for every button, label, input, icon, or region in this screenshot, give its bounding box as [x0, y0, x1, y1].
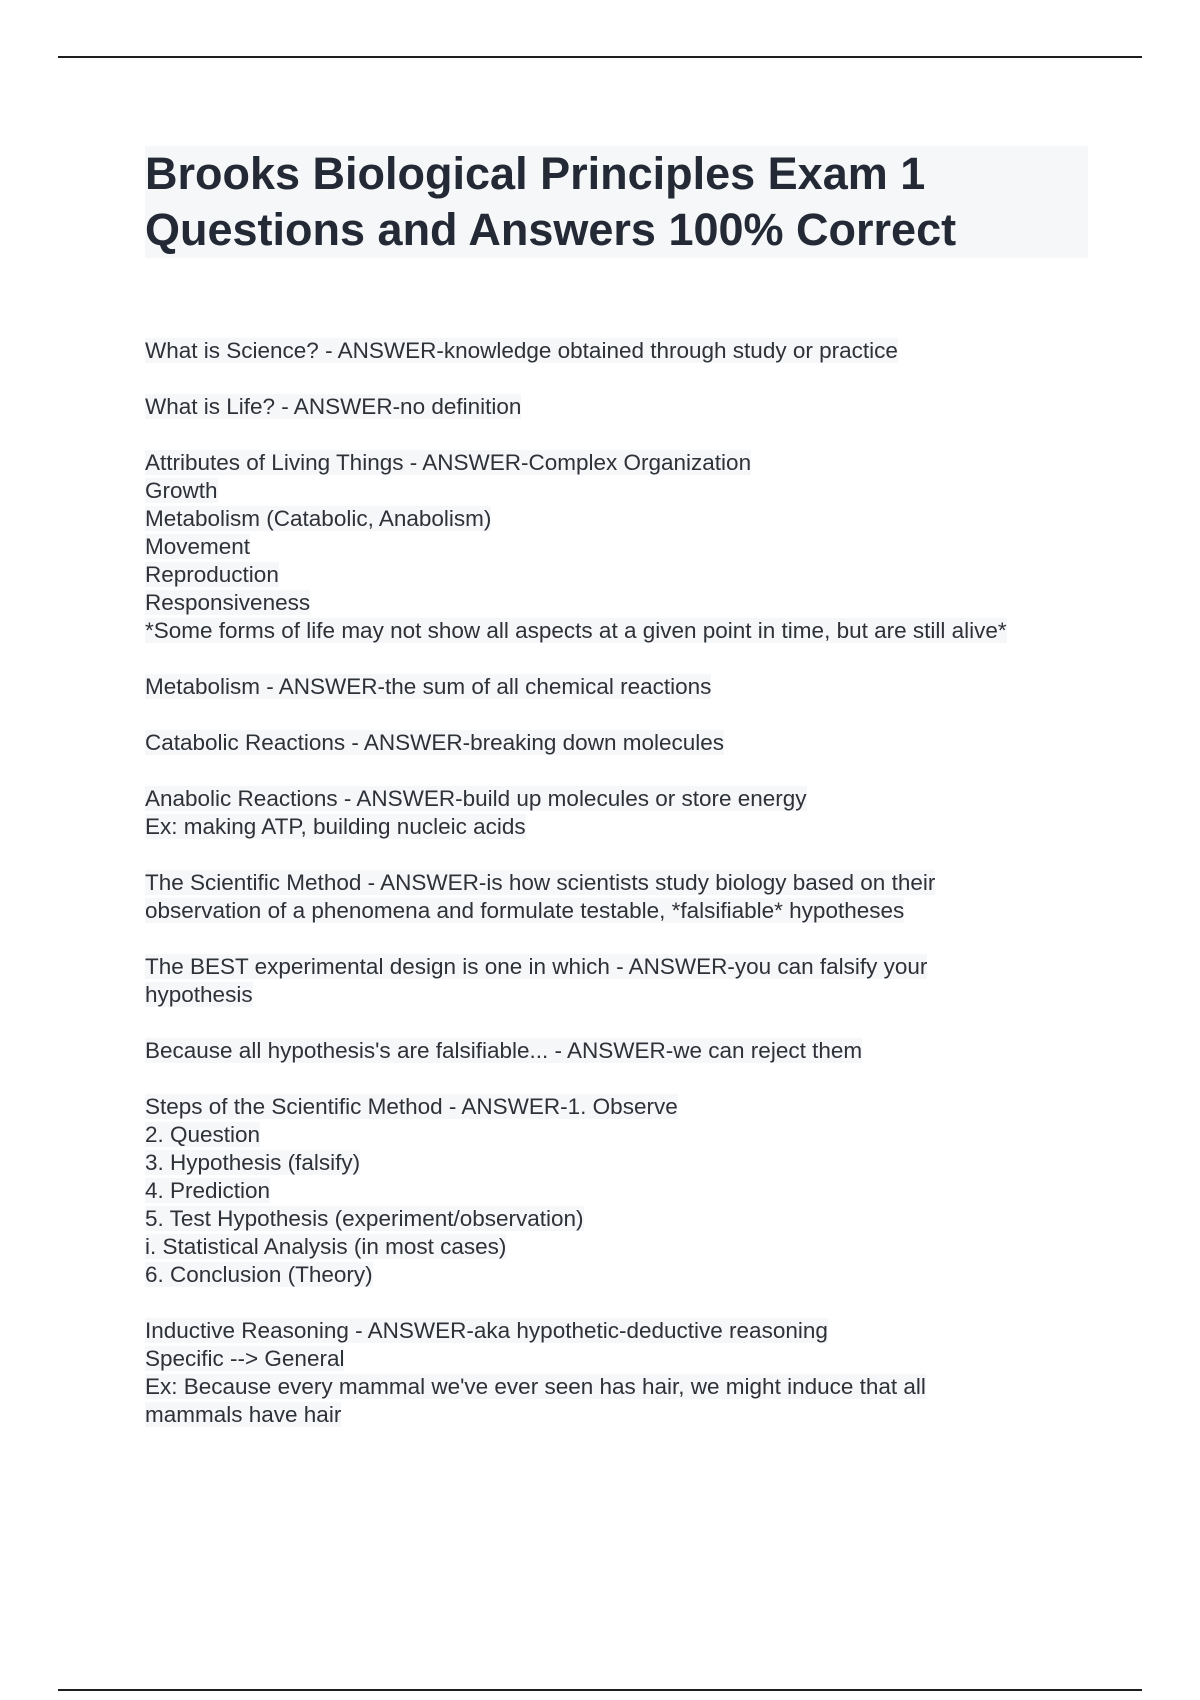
qa-line-text: What is Science? - ANSWER-knowledge obtained through study or practice [145, 338, 898, 363]
qa-answer-line [145, 1121, 1105, 1149]
qa-question-line [145, 337, 1105, 365]
qa-line-text: Reproduction [145, 562, 279, 587]
qa-line-text: What is Life? - ANSWER-no definition [145, 394, 522, 419]
qa-line-text: mammals have hair [145, 1402, 342, 1427]
qa-question-line [145, 785, 1105, 813]
qa-answer-line [145, 1205, 1105, 1233]
qa-line-text: *Some forms of life may not show all aspects at a given point in time, but are still alive* [145, 618, 1007, 643]
qa-line-text: Anabolic Reactions - ANSWER-build up molecules or store energy [145, 786, 807, 811]
qa-item [145, 1317, 1105, 1429]
qa-item [145, 449, 1105, 645]
qa-line-text: Movement [145, 534, 251, 559]
qa-answer-line [145, 897, 1105, 925]
title-line-1: Brooks Biological Principles Exam 1 [145, 148, 926, 199]
qa-line-text: hypothesis [145, 982, 253, 1007]
qa-item [145, 869, 1105, 925]
qa-answer-line [145, 1261, 1105, 1289]
qa-question-line [145, 393, 1105, 421]
qa-answer-line [145, 1149, 1105, 1177]
top-rule [58, 56, 1142, 58]
qa-question-line [145, 449, 1105, 477]
qa-item [145, 729, 1105, 757]
qa-line-text: Growth [145, 478, 218, 503]
qa-question-line [145, 673, 1105, 701]
qa-question-line [145, 869, 1105, 897]
bottom-rule [58, 1689, 1142, 1691]
document-title [145, 146, 1088, 258]
qa-list [145, 337, 1105, 1457]
qa-answer-line [145, 617, 1105, 645]
qa-line-text: Because all hypothesis's are falsifiable... - ANSWER-we can reject them [145, 1038, 863, 1063]
qa-line-text: 3. Hypothesis (falsify) [145, 1150, 361, 1175]
qa-line-text: The BEST experimental design is one in which - ANSWER-you can falsify your [145, 954, 928, 979]
qa-item [145, 337, 1105, 365]
qa-item [145, 953, 1105, 1009]
qa-answer-line [145, 477, 1105, 505]
qa-line-text: 6. Conclusion (Theory) [145, 1262, 373, 1287]
qa-answer-line [145, 1345, 1105, 1373]
qa-item [145, 673, 1105, 701]
qa-line-text: i. Statistical Analysis (in most cases) [145, 1234, 507, 1259]
qa-item [145, 1037, 1105, 1065]
qa-line-text: Catabolic Reactions - ANSWER-breaking down molecules [145, 730, 725, 755]
qa-answer-line [145, 561, 1105, 589]
qa-line-text: Ex: making ATP, building nucleic acids [145, 814, 526, 839]
qa-question-line [145, 1093, 1105, 1121]
qa-line-text: Inductive Reasoning - ANSWER-aka hypothetic-deductive reasoning [145, 1318, 828, 1343]
qa-answer-line [145, 1401, 1105, 1429]
qa-question-line [145, 1037, 1105, 1065]
qa-item [145, 1093, 1105, 1289]
qa-answer-line [145, 1373, 1105, 1401]
qa-line-text: Attributes of Living Things - ANSWER-Complex Organization [145, 450, 752, 475]
qa-answer-line [145, 505, 1105, 533]
qa-answer-line [145, 981, 1105, 1009]
qa-item [145, 393, 1105, 421]
qa-answer-line [145, 1177, 1105, 1205]
qa-answer-line [145, 533, 1105, 561]
qa-answer-line [145, 1233, 1105, 1261]
qa-line-text: Specific --> General [145, 1346, 345, 1371]
qa-line-text: The Scientific Method - ANSWER-is how scientists study biology based on their [145, 870, 936, 895]
qa-line-text: 2. Question [145, 1122, 261, 1147]
qa-line-text: 5. Test Hypothesis (experiment/observation) [145, 1206, 584, 1231]
qa-line-text: 4. Prediction [145, 1178, 271, 1203]
qa-item [145, 785, 1105, 841]
qa-line-text: Ex: Because every mammal we've ever seen has hair, we might induce that all [145, 1374, 926, 1399]
qa-line-text: Responsiveness [145, 590, 311, 615]
qa-line-text: Steps of the Scientific Method - ANSWER-1. Observe [145, 1094, 678, 1119]
qa-answer-line [145, 589, 1105, 617]
qa-answer-line [145, 813, 1105, 841]
qa-question-line [145, 729, 1105, 757]
title-line-2: Questions and Answers 100% Correct [145, 204, 957, 255]
qa-line-text: observation of a phenomena and formulate testable, *falsifiable* hypotheses [145, 898, 905, 923]
qa-question-line [145, 953, 1105, 981]
qa-line-text: Metabolism (Catabolic, Anabolism) [145, 506, 492, 531]
qa-question-line [145, 1317, 1105, 1345]
qa-line-text: Metabolism - ANSWER-the sum of all chemical reactions [145, 674, 712, 699]
